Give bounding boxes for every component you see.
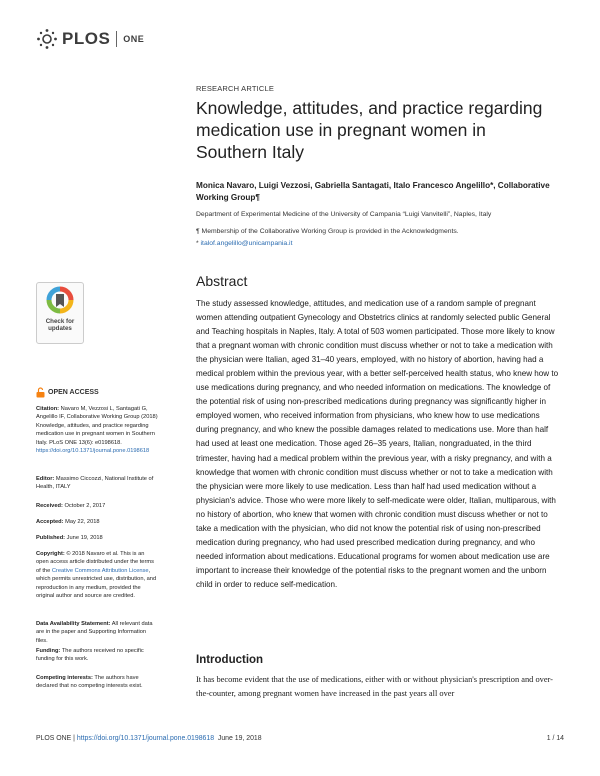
competing-interests-label: Competing interests: — [36, 675, 93, 681]
license-link[interactable]: Creative Commons Attribution License — [51, 567, 149, 574]
journal-section: ONE — [123, 34, 145, 44]
data-availability-block — [36, 620, 158, 645]
received-block — [36, 502, 158, 510]
footer-doi-link[interactable]: https://doi.org/10.1371/journal.pone.0198618 — [76, 735, 215, 742]
accepted-block — [36, 518, 158, 526]
data-availability-label: Data Availability Statement: — [36, 621, 111, 627]
funding-text: The authors received no specific funding for this work. — [36, 648, 144, 663]
editor-block — [36, 475, 158, 492]
brand-name: PLOS — [62, 29, 111, 48]
copyright-text-post: , which permits unrestricted use, distribution, and reproduction in any medium, provided the original author and source are credited. — [36, 567, 157, 600]
received-date: October 2, 2017 — [64, 503, 106, 509]
published-date: June 19, 2018 — [66, 535, 103, 541]
page-number: 1 / 14 — [546, 735, 564, 742]
affiliation: Department of Experimental Medicine of the University of Campania “Luigi Vanvitelli”, Naples, Italy — [196, 211, 492, 218]
plos-one-logo[interactable] — [36, 28, 144, 50]
footer-journal: PLOS ONE — [36, 735, 72, 742]
citation-doi-link[interactable]: https://doi.org/10.1371/journal.pone.0198618 — [36, 448, 150, 455]
published-label: Published: — [36, 535, 66, 541]
article-title: Knowledge, attitudes, and practice regarding medication use in pregnant women in Southern Italy — [196, 98, 543, 162]
abstract-heading: Abstract — [196, 273, 248, 289]
footer-date: June 19, 2018 — [217, 735, 262, 742]
citation-block — [36, 405, 158, 455]
badge-line-1: Check for — [45, 318, 75, 325]
published-block — [36, 534, 158, 542]
competing-interests-text: The authors have declared that no competing interests exist. — [36, 675, 143, 690]
page-footer — [36, 735, 262, 742]
accepted-date: May 22, 2018 — [65, 519, 100, 525]
introduction-text: It has become evident that the use of medications, either with or without physician's prescription and over-the-counter, among pregnant women have increased in the past years all over — [196, 675, 553, 698]
open-access-text: OPEN ACCESS — [48, 389, 99, 396]
funding-block — [36, 647, 158, 664]
abstract-text: The study assessed knowledge, attitudes, and medication use of a random sample of pregnant women attending outpatient Gynecology and Obstetrics clinics at randomly selected public General and Teaching hospitals in Naples, Italy. A total of 503 women participated. Those more likely to know that a pregnant woman with chronic condition must discuss whether or not to take a medication with the physician were Italian, aged 31–40 years, employed, with no history of abortion, having had a medical problem within the previous year, with a better self-perceived health status, who knew how to use medications during pregnancy, and who needed information on medications. The knowledge of the potential risk of using non-prescribed medications during pregnancy was significantly higher in employed women, who received information from physicians, who knew how to use medications during pregnancy, and who knew the possible damages related to medications use. More than half had used at least one medication. Those aged 26–35 years, Italian, nongraduated, in the third trimester, having had a medical problem within the previous year, with a risky pregnancy, and with a knowledge that women with chronic condition must discuss whether or not to take a medication with the physician were more likely to use medication. Less than half had used medication without a physician's advice. Those who were more likely to self-medicate were older, Italian, multiparous, with no history of abortion, who knew that women with chronic condition must discuss whether or not to take a medication with the physician, who did not know the potential risk of using non-prescribed medication during pregnancy, who had used prescribed medication during pregnancy, and who needed information about medications. Educational programs for women about medication use are important to increase their knowledge of the potential risks to the pregnant women and the unborn child in order to reduce self-medication. — [196, 299, 559, 589]
accepted-label: Accepted: — [36, 519, 64, 525]
copyright-text-pre: © 2018 Navaro et al. This is an open access article distributed under the terms of the — [36, 551, 154, 574]
corresponding-email[interactable] — [196, 240, 292, 247]
data-availability-text: All relevant data are in the paper and Supporting Information files. — [36, 621, 153, 644]
check-for-updates-badge[interactable] — [36, 282, 84, 344]
citation-label: Citation: — [36, 406, 60, 412]
email-marker: * — [196, 240, 199, 247]
plos-sun-icon — [36, 28, 58, 50]
badge-line-2: updates — [48, 325, 72, 332]
open-access-label — [36, 387, 99, 398]
copyright-block — [36, 550, 158, 600]
competing-interests-block — [36, 674, 158, 691]
open-lock-icon — [36, 387, 45, 398]
author-list: Monica Navaro, Luigi Vezzosi, Gabriella Santagati, Italo Francesco Angelillo*, Collaborative Working Group¶ — [196, 181, 550, 202]
article-type: RESEARCH ARTICLE — [196, 84, 275, 93]
introduction-heading: Introduction — [196, 654, 264, 666]
funding-label: Funding: — [36, 648, 61, 654]
received-label: Received: — [36, 503, 63, 509]
copyright-label: Copyright: — [36, 551, 65, 557]
footer-separator: | — [73, 735, 75, 742]
email-link[interactable]: italof.angelillo@unicampania.it — [200, 240, 293, 247]
membership-note: ¶ Membership of the Collaborative Working Group is provided in the Acknowledgments. — [196, 228, 459, 235]
editor-label: Editor: — [36, 476, 55, 482]
logo-divider — [116, 31, 117, 47]
citation-text: Navaro M, Vezzosi L, Santagati G, Angelillo IF, Collaborative Working Group (2018) Knowledge, attitudes, and practice regarding medication use in pregnant women in Southern Italy. PLoS ONE 13(6): e0198618. — [36, 406, 158, 446]
editor-text: Massimo Ciccozzi, National Institute of Health, ITALY — [36, 476, 154, 491]
update-bookmark-icon — [37, 283, 83, 317]
